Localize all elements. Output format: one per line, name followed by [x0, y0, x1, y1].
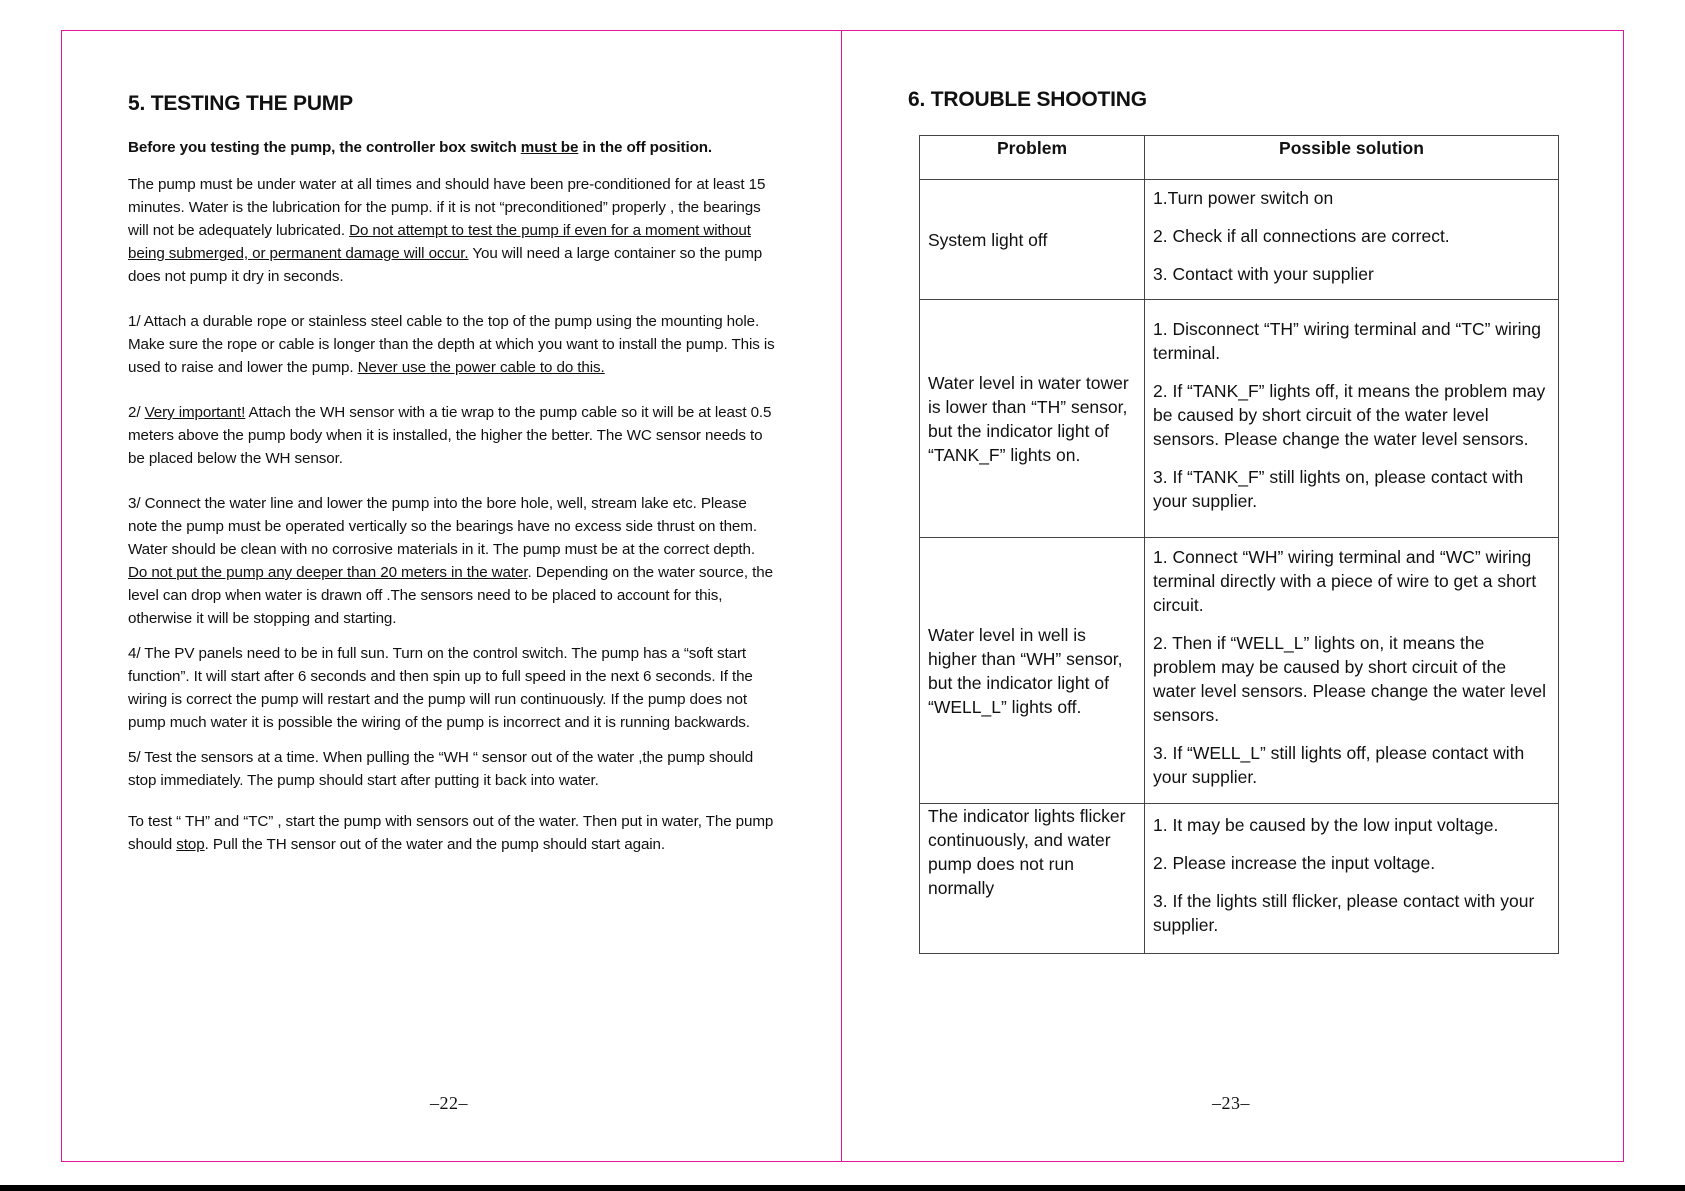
step-1-paragraph — [128, 310, 778, 379]
section-heading-testing: 5. TESTING THE PUMP — [128, 92, 353, 115]
solution-item: 2. Check if all connections are correct. — [1153, 225, 1450, 246]
solution-item: 3. If “WELL_L” still lights off, please contact with your supplier. — [1153, 742, 1525, 787]
step-6-text-end: . Pull the TH sensor out of the water and the pump should start again. — [204, 836, 666, 853]
table-header-row — [920, 136, 1559, 180]
step-6-paragraph — [128, 810, 778, 856]
step-3-paragraph — [128, 492, 778, 630]
solution-item: 1. Connect “WH” wiring terminal and “WC” wiring terminal directly with a piece of wire to get a short circuit. — [1153, 546, 1537, 615]
table-row — [920, 180, 1559, 300]
step-2-underlined: Very important! — [144, 404, 246, 421]
step-6-underlined: stop — [176, 836, 205, 853]
step-2-prefix: 2/ — [128, 404, 145, 421]
problem-cell: The indicator lights flicker continuously, and water pump does not run normally — [920, 804, 1145, 954]
table-row — [920, 300, 1559, 538]
step-3-underlined: Do not put the pump any deeper than 20 meters in the water — [128, 564, 528, 581]
page-number-left: –22– — [430, 1093, 468, 1113]
step-3-text-end: . Depending on the water source, the level can drop when water is drawn off .The sensors need to be placed to account for this, otherwise it will be stopping and starting. — [128, 564, 773, 627]
solution-item: 3. If “TANK_F” still lights on, please contact with your supplier. — [1153, 466, 1524, 511]
left-page-content — [128, 92, 778, 856]
problem-cell: Water level in water tower is lower than “TH” sensor, but the indicator light of “TANK_F” lights on. — [920, 300, 1145, 538]
intro-underlined: Do not attempt to test the pump if even for a moment without being submerged, or permanent damage will occur. — [128, 222, 751, 262]
table-row — [920, 538, 1559, 804]
solution-cell — [1145, 300, 1559, 538]
problem-cell: System light off — [920, 180, 1145, 300]
header-problem: Problem — [920, 136, 1145, 180]
table-row — [920, 804, 1559, 954]
warning-text: Before you testing the pump, the controller box switch — [128, 139, 521, 156]
step-1-text: 1/ Attach a durable rope or stainless steel cable to the top of the pump using the mounting hole. Make sure the rope or cable is longer than the depth at which you want to install the pump. This is used to raise and lower the pump. — [128, 313, 775, 376]
solution-item: 2. Then if “WELL_L” lights on, it means the problem may be caused by short circuit of the water level sensors. Please change the water level sensors. — [1153, 632, 1546, 725]
step-4-paragraph: 4/ The PV panels need to be in full sun. Turn on the control switch. The pump has a “soft start function”. It will start after 6 seconds and then spin up to full speed in the next 6 seconds. If the wiring is correct the pump will restart and the pump will run continuously. If the pump does not pump much water it is possible the wiring of the pump is incorrect and it is running backwards. — [128, 645, 753, 731]
bottom-edge-bar — [0, 1185, 1685, 1191]
section-heading-troubleshooting: 6. TROUBLE SHOOTING — [908, 88, 1147, 111]
solution-cell — [1145, 804, 1559, 954]
intro-text: The pump must be under water at all times and should have been pre-conditioned for at least 15 minutes. Water is the lubrication for the pump. if it is not “preconditioned” properly , the bearings will not be adequately lubricated. — [128, 176, 766, 239]
solution-cell — [1145, 180, 1559, 300]
intro-paragraph — [128, 173, 778, 288]
intro-text-end: You will need a large container so the pump does not pump it dry in seconds. — [128, 245, 763, 285]
solution-item: 3. If the lights still flicker, please contact with your supplier. — [1153, 890, 1535, 935]
solution-item: 1. Disconnect “TH” wiring terminal and “TC” wiring terminal. — [1153, 318, 1542, 363]
solution-cell — [1145, 538, 1559, 804]
warning-underlined: must be — [520, 139, 579, 156]
step-5-paragraph: 5/ Test the sensors at a time. When pulling the “WH “ sensor out of the water ,the pump should stop immediately. The pump should start after putting it back into water. — [128, 749, 754, 789]
right-page-content — [908, 88, 1558, 112]
warning-text-end: in the off position. — [578, 139, 713, 156]
step-1-underlined: Never use the power cable to do this. — [357, 359, 605, 376]
step-6-text: To test “ TH” and “TC” , start the pump with sensors out of the water. Then put in water, The pump should — [128, 813, 774, 853]
problem-cell: Water level in well is higher than “WH” sensor, but the indicator light of “WELL_L” lights off. — [920, 538, 1145, 804]
solution-item: 1. It may be caused by the low input voltage. — [1153, 814, 1499, 835]
troubleshooting-table — [919, 135, 1559, 954]
step-2-text: Attach the WH sensor with a tie wrap to the pump cable so it will be at least 0.5 meters above the pump body when it is installed, the higher the better. The WC sensor needs to be placed below the WH sensor. — [128, 404, 772, 467]
warning-paragraph — [128, 136, 778, 159]
step-3-text: 3/ Connect the water line and lower the pump into the bore hole, well, stream lake etc. Please note the pump must be operated vertically so the bearings have no excess side thrust on them. Water should be clean with no corrosive materials in it. The pump must be at the correct depth. — [128, 495, 757, 558]
solution-item: 3. Contact with your supplier — [1153, 263, 1374, 284]
step-2-paragraph — [128, 401, 778, 470]
solution-item: 1.Turn power switch on — [1153, 187, 1334, 208]
solution-item: 2. Please increase the input voltage. — [1153, 852, 1436, 873]
page-number-right: –23– — [1212, 1093, 1250, 1113]
solution-item: 2. If “TANK_F” lights off, it means the problem may be caused by short circuit of the water level sensors. Please change the water level sensors. — [1153, 380, 1546, 449]
header-solution: Possible solution — [1145, 136, 1559, 180]
